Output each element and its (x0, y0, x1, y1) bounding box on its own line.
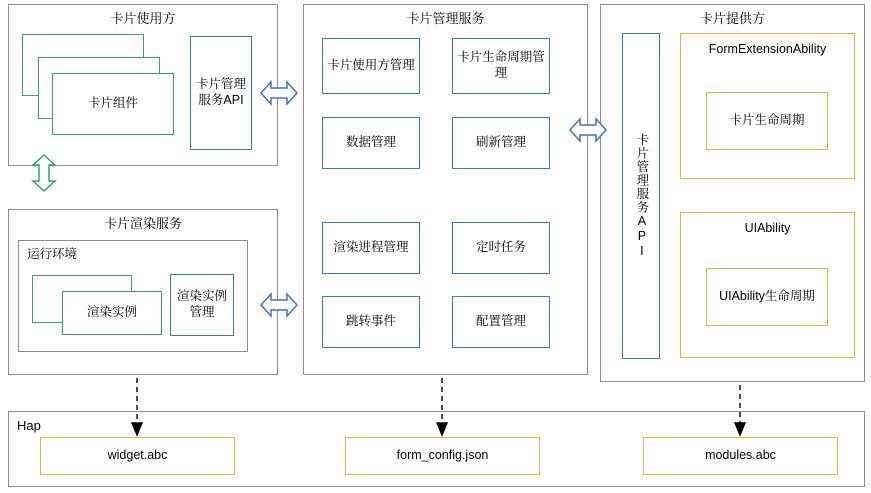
module-jump-event-label: 跳转事件 (345, 314, 396, 329)
form-lifecycle-label: 卡片生命周期 (729, 113, 805, 128)
panel-card-provider-title: 卡片提供方 (699, 11, 765, 26)
render-instance-label: 渲染实例 (86, 305, 137, 320)
module-render-process-management-label: 渲染进程管理 (333, 240, 409, 255)
panel-card-consumer-title: 卡片使用方 (110, 11, 176, 26)
dashed-render-to-widget (132, 378, 142, 435)
panel-hap-title: Hap (17, 418, 41, 433)
consumer-form-manager-api-label: 卡片管理服务API (195, 77, 246, 107)
panel-render-service-title: 卡片渲染服务 (103, 216, 182, 231)
module-refresh-management-label: 刷新管理 (475, 135, 526, 150)
hap-file-form-config-json-label: form_config.json (396, 448, 489, 463)
render-instance-management-label: 渲染实例管理 (176, 289, 227, 319)
arrow-consumer-to-render (33, 155, 55, 191)
hap-file-modules-abc-label: modules.abc (705, 448, 776, 463)
module-configuration-management-label: 配置管理 (475, 314, 526, 329)
arrow-render-to-manager (261, 294, 297, 316)
arrow-consumer-to-manager (261, 82, 297, 104)
ui-ability-lifecycle-label: UIAbility生命周期 (719, 289, 815, 304)
module-form-lifecycle-management-label: 卡片生命周期管理 (457, 50, 545, 80)
provider-form-manager-api-label: 卡片管理服务API (634, 133, 649, 259)
hap-file-widget-abc-label: widget.abc (107, 448, 168, 463)
form-extension-ability-label: FormExtensionAbility (708, 42, 827, 56)
dashed-provider-to-modules (735, 385, 745, 435)
ui-ability-label: UIAbility (744, 221, 791, 235)
arrow-manager-to-provider (570, 119, 606, 141)
module-scheduled-task-label: 定时任务 (475, 240, 526, 255)
panel-form-manager-service-title: 卡片管理服务 (406, 11, 485, 26)
dashed-manager-to-form-config (437, 378, 447, 435)
runtime-environment-label: 运行环境 (27, 247, 78, 261)
module-data-management-label: 数据管理 (345, 135, 396, 150)
module-consumer-management-label: 卡片使用方管理 (327, 58, 415, 73)
card-component-label: 卡片组件 (87, 96, 138, 111)
